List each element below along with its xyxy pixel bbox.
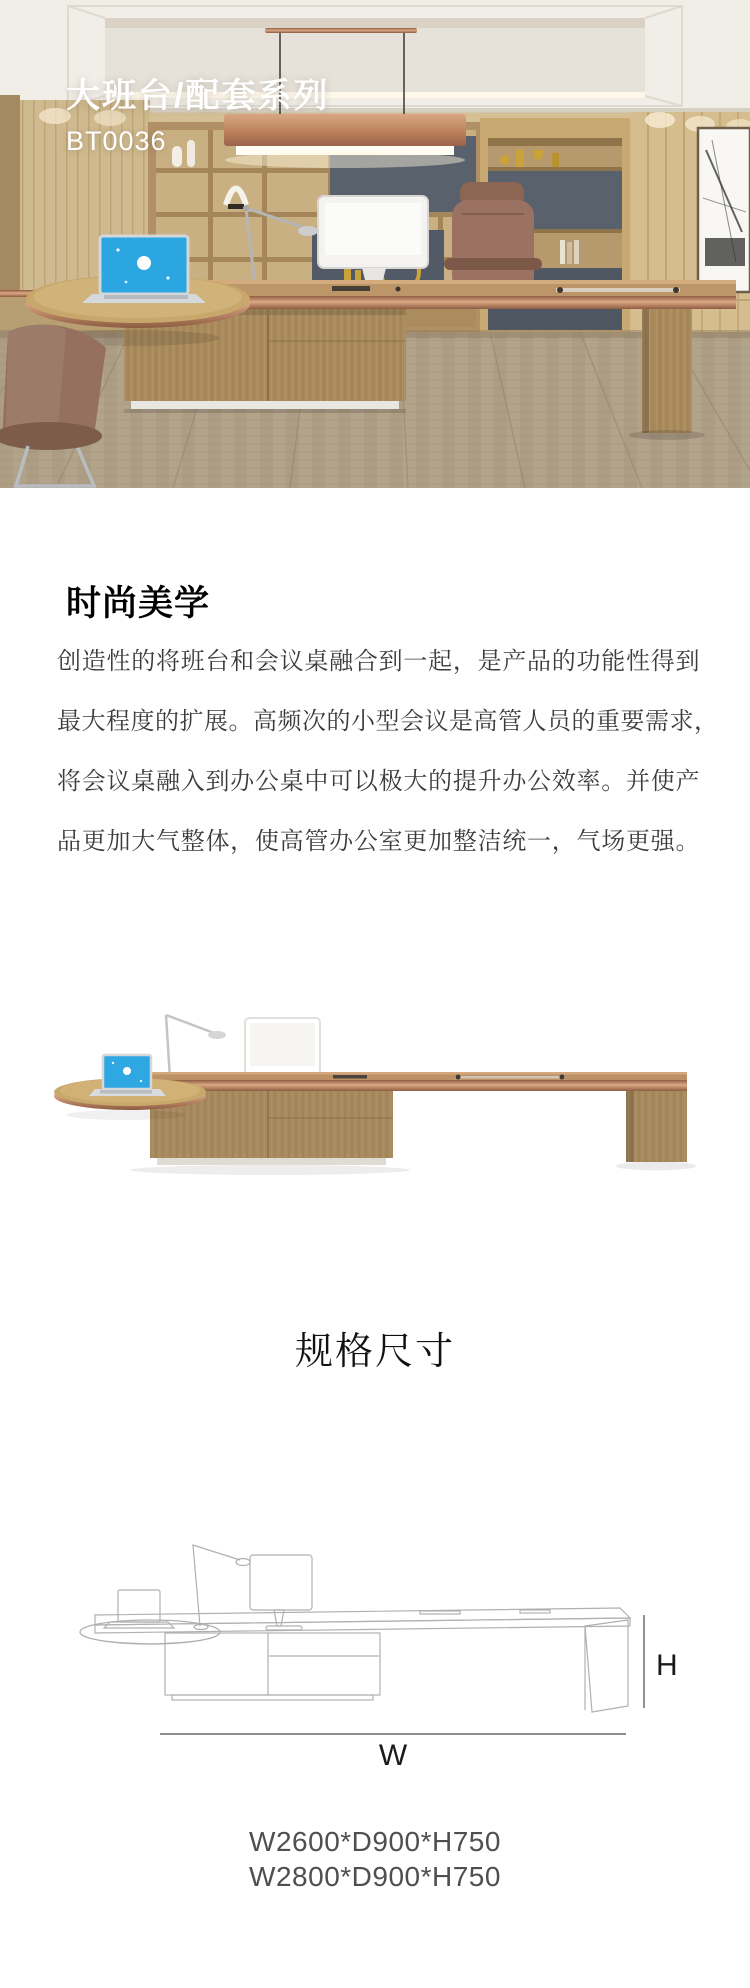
dimension-line: W2600*D900*H750 (249, 1826, 501, 1857)
desk-outline-illustration (0, 1460, 750, 1790)
desk-leg (616, 1091, 696, 1171)
paragraph-line: 品更加大气整体，使高管办公室更加整洁统一，气场更强。 (57, 828, 700, 855)
paragraph-line: 创造性的将班台和会议桌融合到一起，是产品的功能性得到 (57, 648, 700, 675)
hero-product-code: BT0036 (66, 126, 167, 156)
dimension-values (0, 1824, 750, 1894)
dimension-marks (160, 1615, 678, 1772)
height-dimension-label: H (656, 1649, 678, 1682)
dimension-line: W2800*D900*H750 (249, 1861, 501, 1892)
product-photo (0, 985, 750, 1210)
dimension-drawing (0, 1460, 750, 1790)
framed-art (698, 128, 750, 292)
aesthetics-paragraph (57, 632, 719, 872)
aesthetics-heading: 时尚美学 (66, 584, 211, 623)
desktop-surface (150, 1072, 687, 1091)
product-desk-illustration (0, 985, 750, 1210)
hero-section (0, 0, 750, 488)
width-dimension-label: W (378, 1739, 408, 1772)
desk-outline (80, 1545, 630, 1712)
paragraph-line: 将会议桌融入到办公桌中可以极大的提升办公效率。并使产 (57, 768, 700, 795)
hero-title: 大班台/配套系列 (66, 77, 330, 115)
spec-heading: 规格尺寸 (294, 1331, 455, 1373)
laptop (82, 236, 206, 303)
paragraph-line: 最大程度的扩展。高频次的小型会议是高管人员的重要需求， (57, 708, 719, 735)
